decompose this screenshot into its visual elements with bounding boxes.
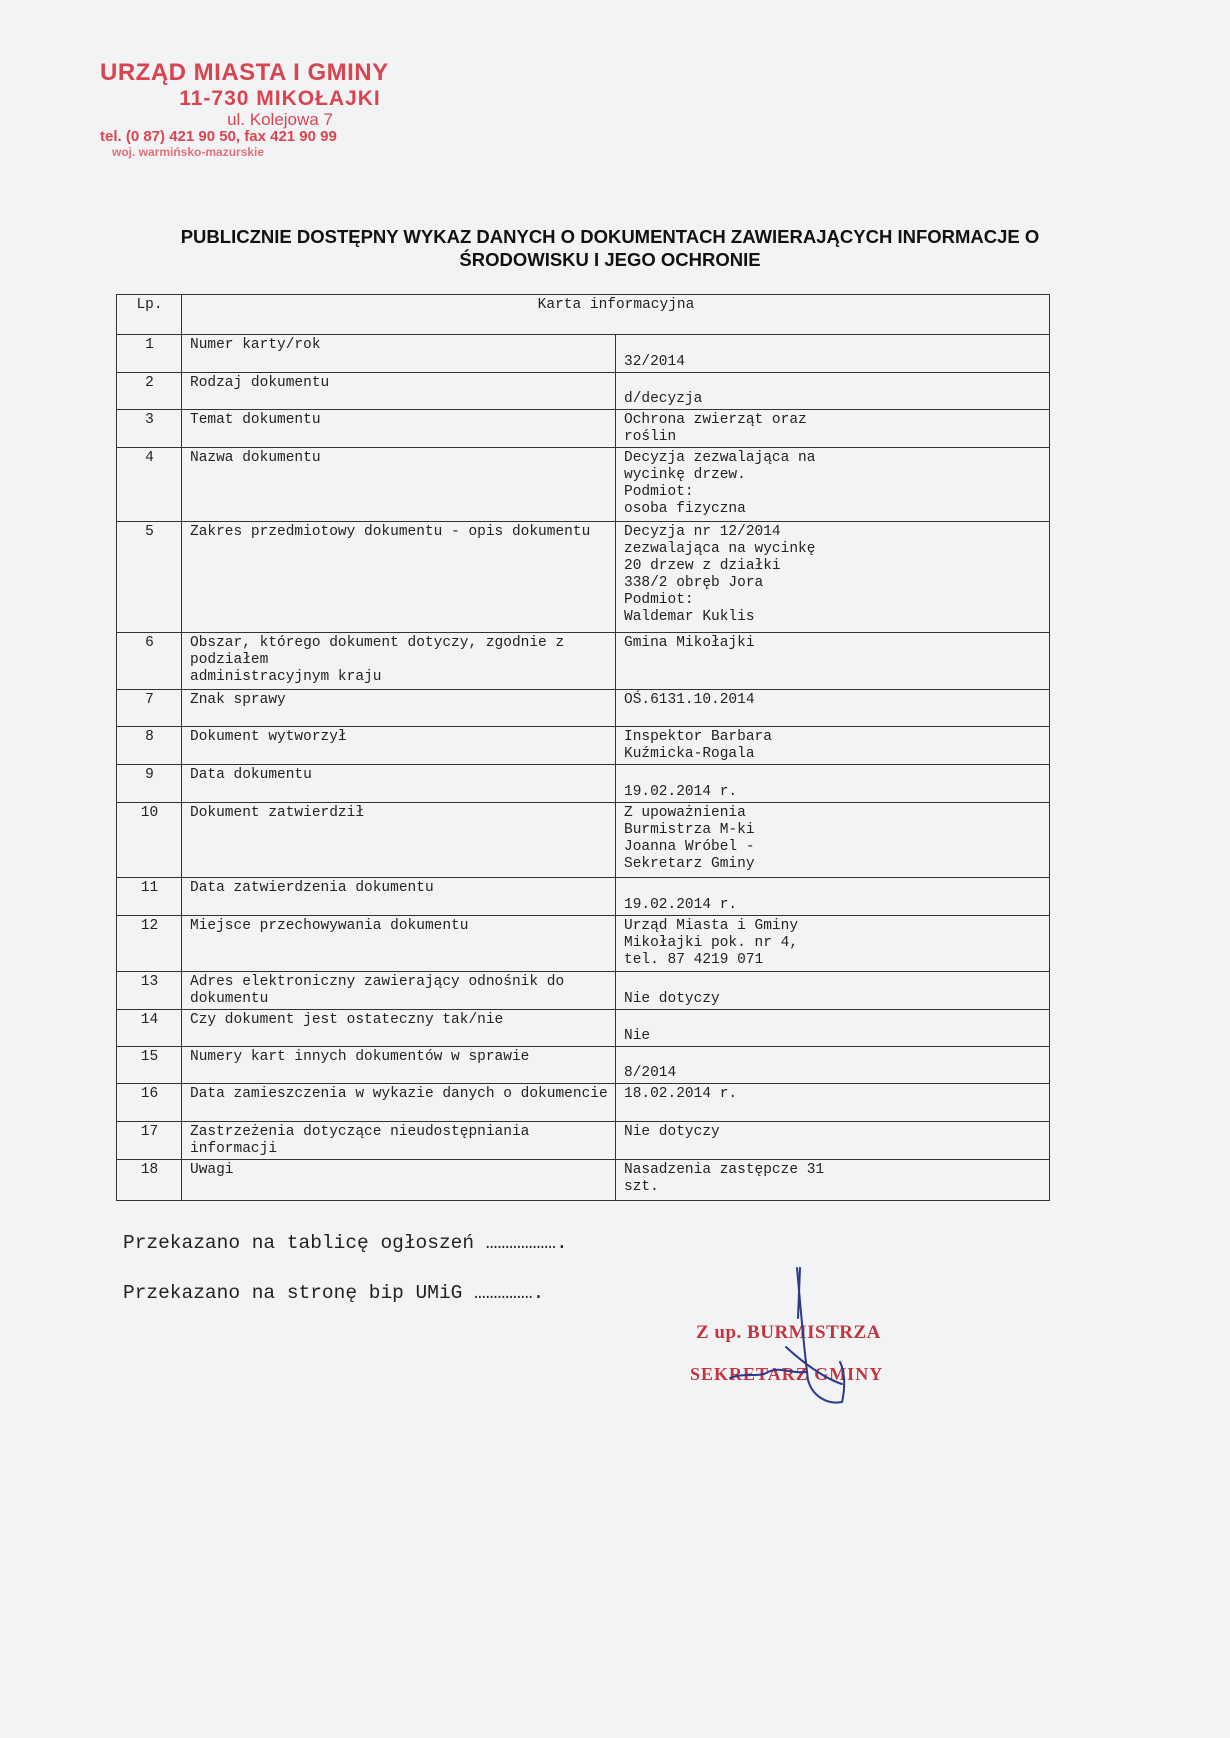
row-value: Gmina Mikołajki	[616, 633, 1050, 690]
page-title	[110, 225, 1110, 271]
row-value: Z upoważnienia Burmistrza M-ki Joanna Wróbel - Sekretarz Gminy	[616, 803, 1050, 878]
row-number: 4	[117, 448, 182, 522]
row-value: Urząd Miasta i Gminy Mikołajki pok. nr 4, tel. 87 4219 071	[616, 916, 1050, 972]
row-label: Numer karty/rok	[182, 335, 616, 373]
information-card-table	[116, 294, 1050, 1201]
row-number: 16	[117, 1084, 182, 1122]
row-value: 8/2014	[616, 1047, 1050, 1084]
stamp-office-name: URZĄD MIASTA I GMINY	[100, 59, 389, 86]
table-row	[117, 727, 1050, 765]
row-label: Data zamieszczenia w wykazie danych o dokumencie	[182, 1084, 616, 1122]
row-label: Znak sprawy	[182, 690, 616, 727]
table-row	[117, 765, 1050, 803]
row-number: 3	[117, 410, 182, 448]
footer-bip-line: Przekazano na stronę bip UMiG …………….	[123, 1282, 545, 1304]
table-row	[117, 972, 1050, 1010]
row-label: Rodzaj dokumentu	[182, 373, 616, 410]
row-value: Nie dotyczy	[616, 972, 1050, 1010]
footer-noticeboard-line: Przekazano na tablicę ogłoszeń ……………….	[123, 1232, 568, 1254]
table-row	[117, 803, 1050, 878]
row-value: Nie dotyczy	[616, 1122, 1050, 1160]
row-value: Decyzja zezwalająca na wycinkę drzew. Podmiot: osoba fizyczna	[616, 448, 1050, 522]
table-row	[117, 916, 1050, 972]
header-lp: Lp.	[117, 295, 182, 335]
row-number: 10	[117, 803, 182, 878]
table-row	[117, 1084, 1050, 1122]
row-label: Zastrzeżenia dotyczące nieudostępniania informacji	[182, 1122, 616, 1160]
row-number: 14	[117, 1010, 182, 1047]
table-row	[117, 448, 1050, 522]
stamp-postal-city: 11-730 MIKOŁAJKI	[179, 86, 381, 110]
row-number: 12	[117, 916, 182, 972]
table-row	[117, 335, 1050, 373]
row-label: Data dokumentu	[182, 765, 616, 803]
row-label: Obszar, którego dokument dotyczy, zgodnie z podziałem administracyjnym kraju	[182, 633, 616, 690]
row-number: 8	[117, 727, 182, 765]
table-row	[117, 1010, 1050, 1047]
row-number: 9	[117, 765, 182, 803]
row-number: 13	[117, 972, 182, 1010]
office-stamp	[100, 60, 430, 160]
row-number: 7	[117, 690, 182, 727]
stamp-street: ul. Kolejowa 7	[227, 110, 333, 130]
row-number: 2	[117, 373, 182, 410]
table-row	[117, 373, 1050, 410]
row-value: Nasadzenia zastępcze 31 szt.	[616, 1160, 1050, 1201]
row-number: 6	[117, 633, 182, 690]
table-row	[117, 1047, 1050, 1084]
row-label: Temat dokumentu	[182, 410, 616, 448]
row-label: Dokument wytworzył	[182, 727, 616, 765]
row-value: 19.02.2014 r.	[616, 878, 1050, 916]
row-number: 1	[117, 335, 182, 373]
table-row	[117, 878, 1050, 916]
header-card-title: Karta informacyjna	[182, 295, 1050, 335]
row-value: OŚ.6131.10.2014	[616, 690, 1050, 727]
table-row	[117, 1122, 1050, 1160]
table-row	[117, 522, 1050, 633]
stamp-voivodeship: woj. warmińsko-mazurskie	[112, 145, 265, 160]
row-number: 18	[117, 1160, 182, 1201]
title-line-2: ŚRODOWISKU I JEGO OCHRONIE	[459, 249, 761, 270]
table-row	[117, 1160, 1050, 1201]
row-number: 11	[117, 878, 182, 916]
signature-stamp-authority: Z up. BURMISTRZA	[696, 1322, 881, 1343]
signature-stamp-position: SEKRETARZ GMINY	[690, 1364, 884, 1384]
row-value: Nie	[616, 1010, 1050, 1047]
row-number: 15	[117, 1047, 182, 1084]
table-row	[117, 410, 1050, 448]
signature-stamp	[690, 1322, 920, 1385]
row-value: Ochrona zwierząt oraz roślin	[616, 410, 1050, 448]
row-label: Dokument zatwierdził	[182, 803, 616, 878]
row-label: Uwagi	[182, 1160, 616, 1201]
row-label: Nazwa dokumentu	[182, 448, 616, 522]
title-line-1: PUBLICZNIE DOSTĘPNY WYKAZ DANYCH O DOKUMENTACH ZAWIERAJĄCYCH INFORMACJE O	[180, 226, 1040, 247]
row-label: Adres elektroniczny zawierający odnośnik do dokumentu	[182, 972, 616, 1010]
row-value: d/decyzja	[616, 373, 1050, 410]
row-value: Decyzja nr 12/2014 zezwalająca na wycinkę 20 drzew z działki 338/2 obręb Jora Podmiot: Waldemar Kuklis	[616, 522, 1050, 633]
table-header-row	[117, 295, 1050, 335]
row-value: 32/2014	[616, 335, 1050, 373]
row-label: Zakres przedmiotowy dokumentu - opis dokumentu	[182, 522, 616, 633]
row-value: 18.02.2014 r.	[616, 1084, 1050, 1122]
row-value: 19.02.2014 r.	[616, 765, 1050, 803]
row-label: Czy dokument jest ostateczny tak/nie	[182, 1010, 616, 1047]
row-number: 17	[117, 1122, 182, 1160]
table-row	[117, 690, 1050, 727]
table-row	[117, 633, 1050, 690]
row-number: 5	[117, 522, 182, 633]
row-value: Inspektor Barbara Kuźmicka-Rogala	[616, 727, 1050, 765]
row-label: Miejsce przechowywania dokumentu	[182, 916, 616, 972]
row-label: Numery kart innych dokumentów w sprawie	[182, 1047, 616, 1084]
stamp-phone-fax: tel. (0 87) 421 90 50, fax 421 90 99	[100, 128, 337, 146]
row-label: Data zatwierdzenia dokumentu	[182, 878, 616, 916]
